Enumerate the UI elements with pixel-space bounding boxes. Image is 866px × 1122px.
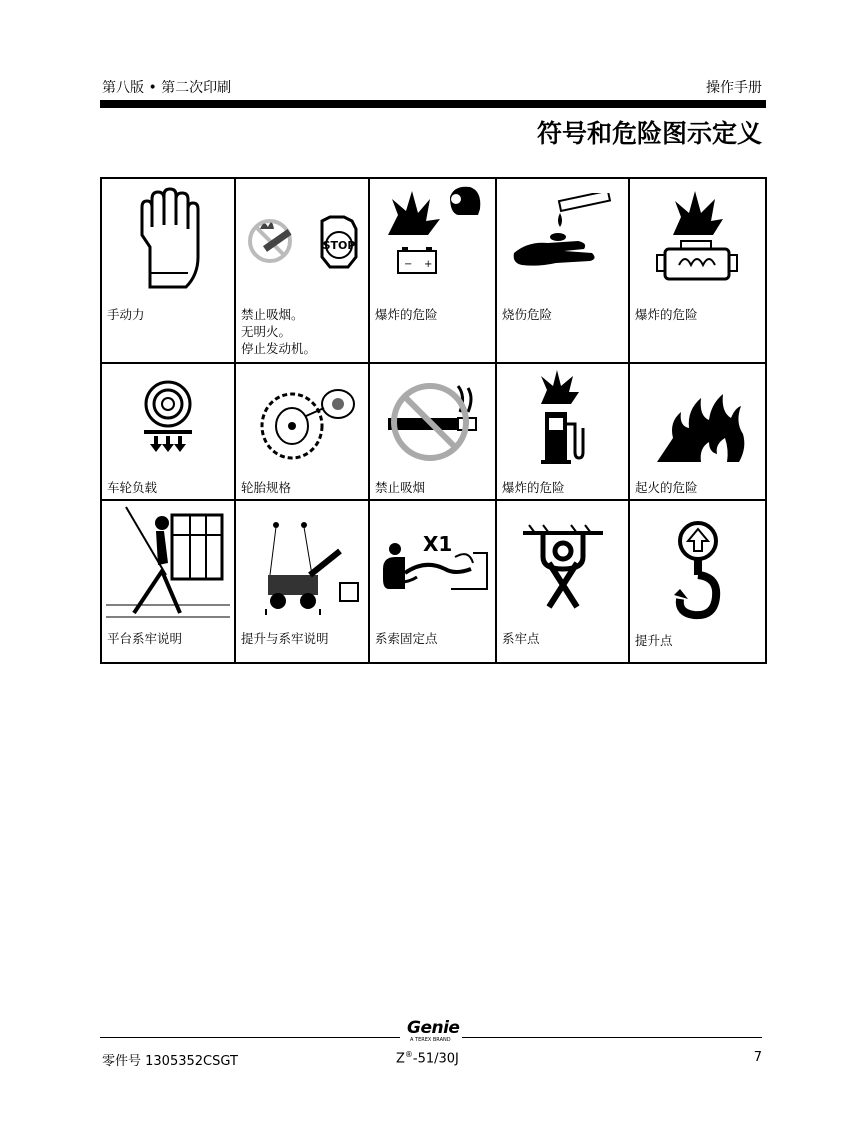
symbol-cell bbox=[101, 178, 235, 363]
symbol-label-multiline bbox=[241, 306, 316, 357]
symbol-label: 烧伤危险 bbox=[502, 307, 553, 322]
symbol-label: 禁止吸烟 bbox=[375, 480, 426, 495]
symbol-label-line-2: 无明火。 bbox=[241, 324, 292, 339]
symbol-label: 爆炸的危险 bbox=[502, 480, 565, 495]
no-smoking-icon bbox=[378, 376, 488, 466]
symbol-cell bbox=[629, 363, 766, 500]
engine-explosion-icon bbox=[643, 187, 753, 297]
svg-text:+: + bbox=[423, 259, 432, 270]
no-smoking-stop-engine-icon bbox=[242, 209, 362, 279]
header-edition: 第八版 • 第二次印刷 bbox=[102, 80, 232, 96]
battery-explosion-icon bbox=[378, 185, 488, 280]
symbol-label: 系牢点 bbox=[502, 631, 540, 646]
acid-burn-icon bbox=[508, 193, 618, 288]
symbol-label: 爆炸的危险 bbox=[375, 307, 438, 322]
footer-rule-right bbox=[462, 1037, 762, 1038]
symbol-cell bbox=[629, 500, 766, 663]
footer-part-number: 零件号 1305352CSGT bbox=[102, 1054, 238, 1069]
hand-force-icon bbox=[128, 187, 208, 297]
header-manual: 操作手册 bbox=[706, 80, 762, 96]
page-title: 符号和危险图示定义 bbox=[536, 119, 762, 148]
platform-lanyard-icon bbox=[106, 505, 230, 625]
symbol-label: 爆炸的危险 bbox=[635, 307, 698, 322]
symbol-cell bbox=[629, 178, 766, 363]
tire-spec-icon bbox=[242, 376, 362, 466]
symbol-cell bbox=[496, 178, 629, 363]
symbol-cell bbox=[235, 178, 369, 363]
symbol-label: 车轮负载 bbox=[107, 480, 158, 495]
wheel-load-icon bbox=[128, 378, 208, 468]
symbol-cell bbox=[101, 500, 235, 663]
footer-model-reg: ® bbox=[404, 1050, 413, 1059]
genie-logo-tagline: A TEREX BRAND bbox=[410, 1037, 451, 1043]
footer-rule-left bbox=[100, 1037, 400, 1038]
symbol-table bbox=[100, 177, 767, 664]
lifting-point-icon bbox=[658, 519, 738, 629]
symbol-cell bbox=[496, 500, 629, 663]
header-rule bbox=[100, 100, 766, 108]
svg-text:−: − bbox=[403, 259, 412, 270]
footer-page-number: 7 bbox=[753, 1050, 762, 1065]
symbol-label-line-1: 禁止吸烟。 bbox=[241, 307, 304, 322]
symbol-label: 系索固定点 bbox=[375, 631, 438, 646]
icon-multiplier-text: X1 bbox=[422, 532, 452, 556]
svg-text:STOP: STOP bbox=[322, 239, 356, 252]
footer-model bbox=[396, 1050, 459, 1066]
symbol-label: 轮胎规格 bbox=[241, 480, 292, 495]
fire-icon bbox=[643, 378, 753, 468]
symbol-label: 提升点 bbox=[635, 633, 673, 648]
fuel-explosion-icon bbox=[523, 368, 603, 468]
footer-model-prefix: Z bbox=[396, 1051, 405, 1067]
symbol-label: 起火的危险 bbox=[635, 480, 698, 495]
symbol-cell bbox=[235, 363, 369, 500]
symbol-cell bbox=[369, 178, 496, 363]
symbol-cell bbox=[101, 363, 235, 500]
footer-model-suffix: -51/30J bbox=[412, 1051, 459, 1067]
tie-down-point-icon bbox=[513, 523, 613, 613]
symbol-label-line-3: 停止发动机。 bbox=[241, 341, 317, 356]
symbol-label: 手动力 bbox=[107, 307, 145, 322]
genie-logo: Genie bbox=[407, 1018, 460, 1038]
lanyard-anchor-icon bbox=[375, 529, 491, 619]
symbol-cell bbox=[235, 500, 369, 663]
symbol-cell bbox=[369, 363, 496, 500]
symbol-cell bbox=[369, 500, 496, 663]
symbol-cell bbox=[496, 363, 629, 500]
symbol-label: 提升与系牢说明 bbox=[241, 631, 329, 646]
symbol-label: 平台系牢说明 bbox=[107, 631, 183, 646]
lift-tie-down-icon bbox=[240, 517, 364, 627]
